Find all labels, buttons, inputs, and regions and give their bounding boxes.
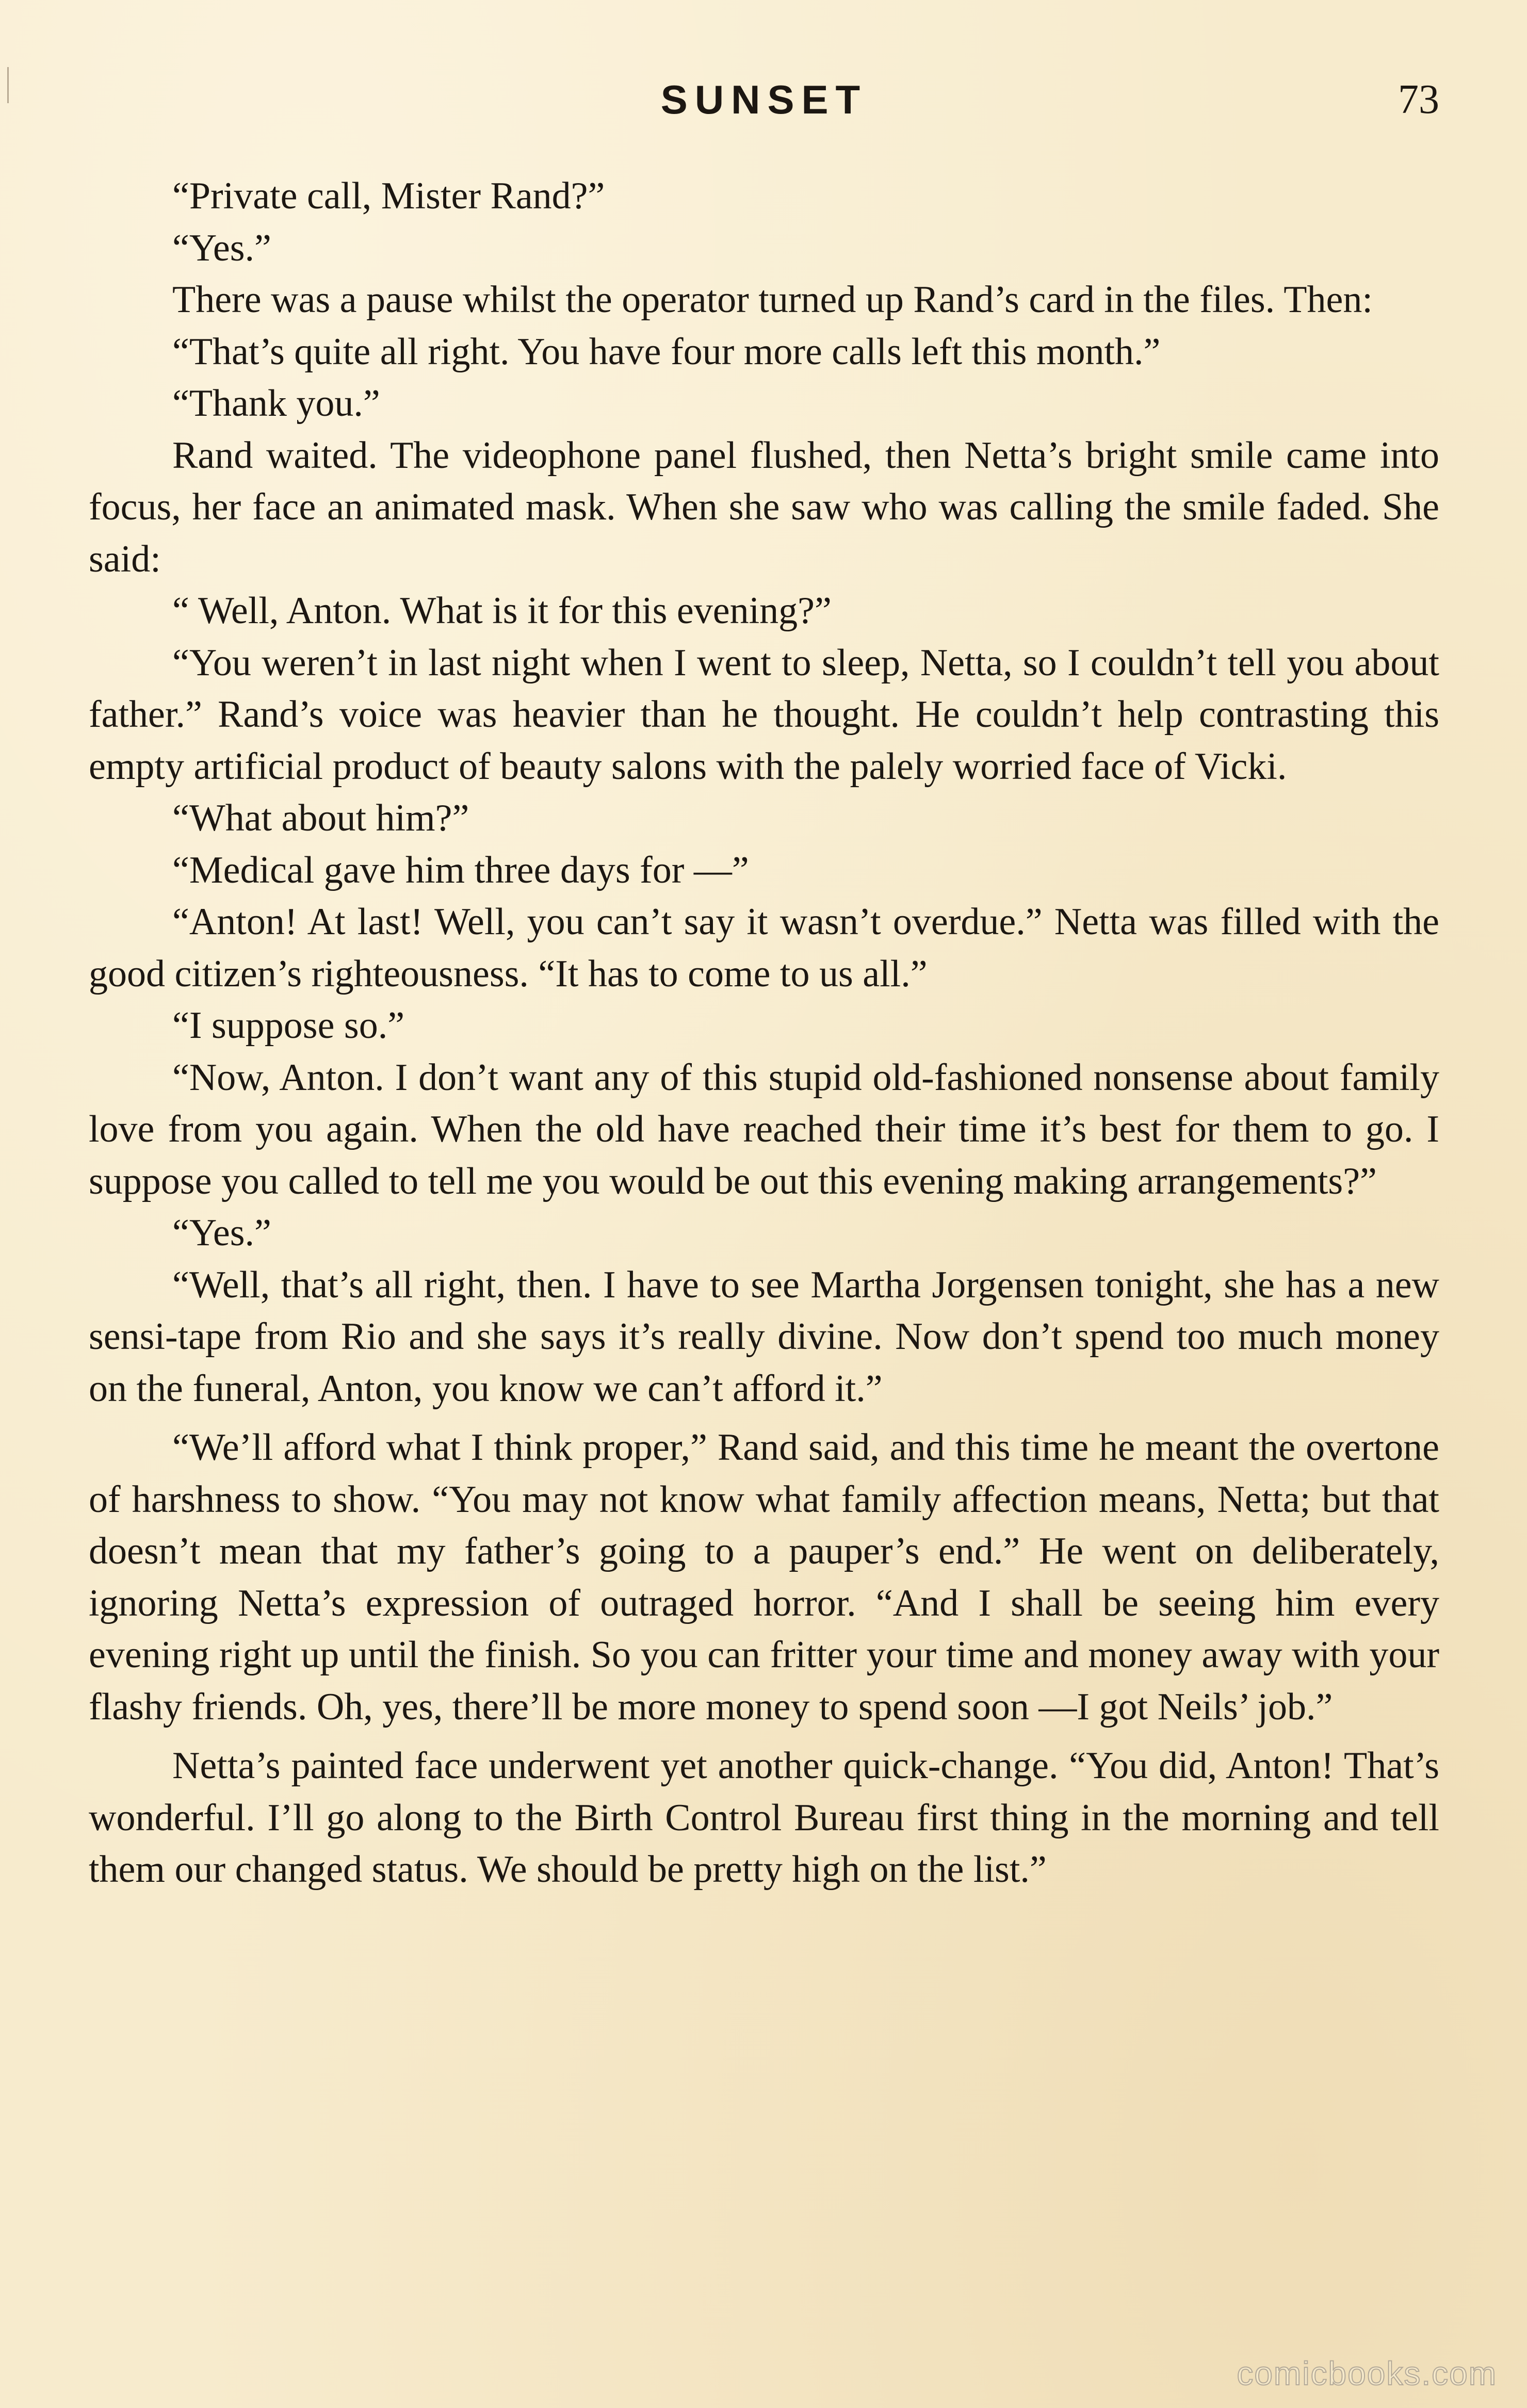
paragraph: “We’ll afford what I think proper,” Rand said, and this time he meant the overtone of harshness to show. “You may not know what family affection means, Netta; but that doesn’t mean that my father’s going to a pauper’s end.” He went on deliberately, ignoring Netta’s expression of outraged horror. “And I shall be seeing him every evening right up until the finish. So you can fritter your time and money away with your flashy friends. Oh, yes, there’ll be more money to spend soon —I got Neils’ job.” (89, 1426, 1439, 1728)
body-text (89, 170, 1439, 1896)
paragraph: “ Well, Anton. What is it for this evening?” (172, 590, 832, 632)
watermark: comicbooks.com (1237, 2355, 1497, 2392)
paragraph: “Medical gave him three days for —” (172, 849, 749, 891)
paragraph: “Well, that’s all right, then. I have to see Martha Jorgensen tonight, she has a new sensi-tape from Rio and she says it’s really divine. Now don’t spend too much money on the funeral, Anton, you know we can’t afford it.” (89, 1263, 1439, 1410)
running-title: SUNSET (660, 77, 868, 122)
paragraph: “Anton! At last! Well, you can’t say it wasn’t overdue.” Netta was filled with the good citizen’s righteousness. “It has to come to us all.” (89, 901, 1439, 995)
paragraph: “I suppose so.” (172, 1004, 405, 1047)
paragraph: “What about him?” (172, 797, 469, 839)
paragraph: “Now, Anton. I don’t want any of this stupid old-fashioned nonsense about family love from you again. When the old have reached their time it’s best for them to go. I suppose you called to tell me you would be out this evening making arrangements?” (89, 1056, 1439, 1202)
paragraph: “Yes.” (172, 226, 271, 269)
paragraph: “You weren’t in last night when I went to sleep, Netta, so I couldn’t tell you about father.” Rand’s voice was heavier than he thought. He couldn’t help contrasting this empty artificial product of beauty salons with the palely worried face of Vicki. (89, 641, 1439, 788)
paragraph: “Private call, Mister Rand?” (172, 175, 605, 217)
paragraph: There was a pause whilst the operator turned up Rand’s card in the files. Then: (172, 279, 1373, 321)
paragraph: “Yes.” (172, 1212, 271, 1254)
paragraph: Rand waited. The videophone panel flushed, then Netta’s bright smile came into focus, her face an animated mask. When she saw who was calling the smile faded. She said: (89, 434, 1439, 580)
running-head (89, 76, 1439, 133)
paragraph: Netta’s painted face underwent yet another quick-change. “You did, Anton! That’s wonderful. I’ll go along to the Birth Control Bureau first thing in the morning and tell them our changed status. We should be pretty high on the list.” (89, 1745, 1439, 1891)
paragraph: “That’s quite all right. You have four more calls left this month.” (172, 330, 1161, 373)
page-number: 73 (1398, 77, 1439, 122)
margin-mark (7, 67, 9, 103)
paragraph: “Thank you.” (172, 382, 380, 425)
